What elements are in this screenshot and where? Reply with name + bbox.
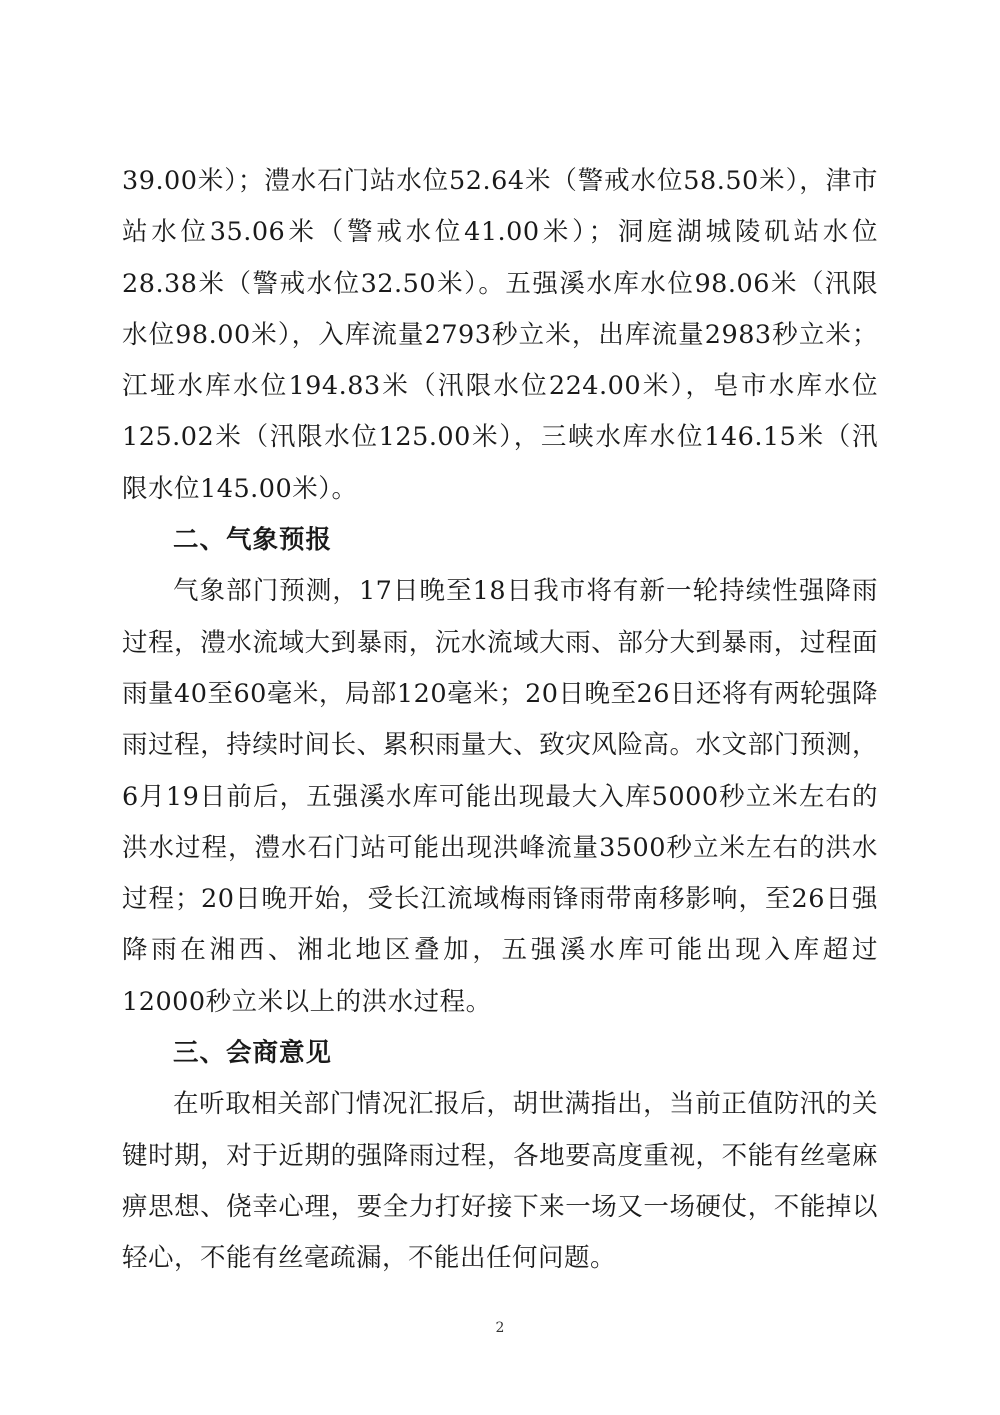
section-heading-weather-forecast: 二、气象预报 <box>173 525 333 556</box>
page-number: 2 <box>495 1320 505 1336</box>
water-level-paragraph: 39.00米）；澧水石门站水位52.64米（警戒水位58.50米），津市站水位35.06米（警戒水位41.00米）；洞庭湖城陵矶站水位28.38米（警戒水位32.50米）。五强溪水库水位98.06米（汛限水位98.00米），入库流量2793秒立米，出库流量2983秒立米；江垭水库水位194.83米（汛限水位224.00米），皂市水库水位125.02米（汛限水位125.00米），三峡水库水位146.15米（汛限水位145.00米）。 <box>122 166 878 504</box>
section-heading-consultation-opinion: 三、会商意见 <box>173 1038 333 1069</box>
document-body <box>122 156 878 1285</box>
consultation-opinion-paragraph: 在听取相关部门情况汇报后，胡世满指出，当前正值防汛的关键时期，对于近期的强降雨过程，各地要高度重视，不能有丝毫麻痹思想、侥幸心理，要全力打好接下来一场又一场硬仗，不能掉以轻心，不能有丝毫疏漏，不能出任何问题。 <box>122 1089 878 1274</box>
weather-forecast-paragraph: 气象部门预测，17日晚至18日我市将有新一轮持续性强降雨过程，澧水流域大到暴雨，沅水流域大雨、部分大到暴雨，过程面雨量40至60毫米，局部120毫米；20日晚至26日还将有两轮强降雨过程，持续时间长、累积雨量大、致灾风险高。水文部门预测，6月19日前后，五强溪水库可能出现最大入库5000秒立米左右的洪水过程，澧水石门站可能出现洪峰流量3500秒立米左右的洪水过程；20日晚开始，受长江流域梅雨锋雨带南移影响，至26日强降雨在湘西、湘北地区叠加，五强溪水库可能出现入库超过12000秒立米以上的洪水过程。 <box>122 576 878 1017</box>
